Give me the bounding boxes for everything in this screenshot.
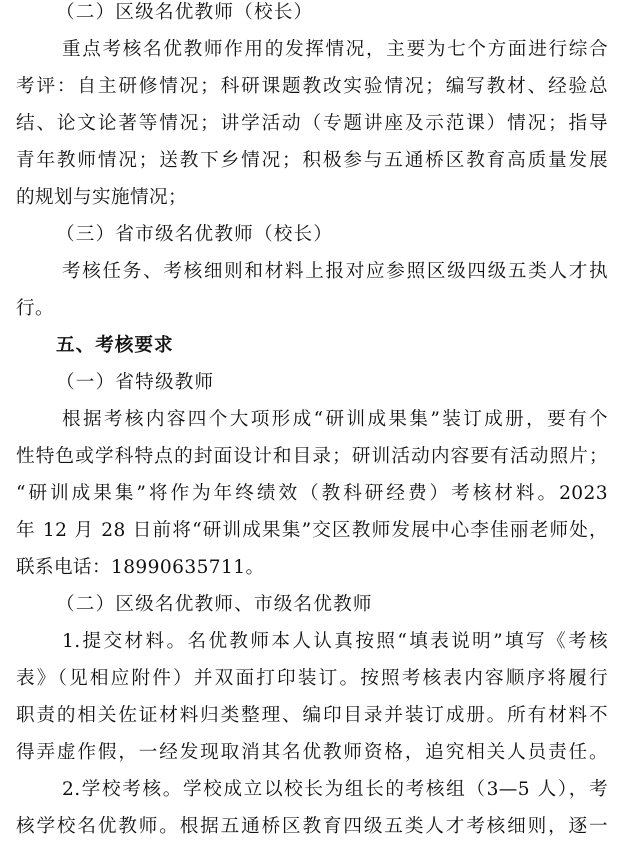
section-heading-provincial-city-teachers: （三）省市级名优教师（校长） (56, 224, 334, 245)
paragraph-line: 职责的相关佐证材料归类整理、编印目录并装订成册。所有材料不 (16, 705, 608, 726)
contact-phone-line: 联系电话：18990635711。 (16, 557, 265, 578)
paragraph-line: 2.学校考核。学校成立以校长为组长的考核组（3—5 人），考 (62, 779, 608, 800)
section-heading-district-teachers: （二）区级名优教师（校长） (56, 2, 314, 23)
paragraph-line: 重点考核名优教师作用的发挥情况，主要为七个方面进行综合 (62, 39, 608, 60)
chapter-heading-requirements: 五、考核要求 (56, 335, 174, 356)
paragraph-line: “研训成果集”将作为年终绩效（教科研经费）考核材料。2023 (16, 483, 608, 504)
paragraph-line: 根据考核内容四个大项形成“研训成果集”装订成册，要有个 (62, 409, 608, 430)
paragraph-line: 年 12 月 28 日前将“研训成果集”交区教师发展中心李佳丽老师处， (16, 520, 608, 541)
paragraph-line: 考核任务、考核细则和材料上报对应参照区级四级五类人才执 (62, 261, 608, 282)
paragraph-line: 行。 (16, 298, 54, 319)
paragraph-line: 结、论文论著等情况；讲学活动（专题讲座及示范课）情况；指导 (16, 113, 608, 134)
paragraph-line: 考评：自主研修情况；科研课题教改实验情况；编写教材、经验总 (16, 76, 608, 97)
section-heading-special-grade-teachers: （一）省特级教师 (56, 372, 215, 393)
paragraph-line: 青年教师情况；送教下乡情况；积极参与五通桥区教育高质量发展 (16, 150, 608, 171)
paragraph-line: 核学校名优教师。根据五通桥区教育四级五类人才考核细则，逐一 (16, 816, 608, 837)
paragraph-line: 性特色或学科特点的封面设计和目录；研训活动内容要有活动照片； (16, 446, 608, 467)
section-heading-district-city-teachers: （二）区级名优教师、市级名优教师 (56, 594, 373, 615)
paragraph-line: 的规划与实施情况； (16, 187, 187, 208)
paragraph-line: 1.提交材料。名优教师本人认真按照“填表说明”填写《考核 (62, 631, 608, 652)
paragraph-line: 得弄虚作假，一经发现取消其名优教师资格，追究相关人员责任。 (16, 742, 608, 763)
paragraph-line: 表》（见相应附件）并双面打印装订。按照考核表内容顺序将履行 (16, 668, 608, 689)
